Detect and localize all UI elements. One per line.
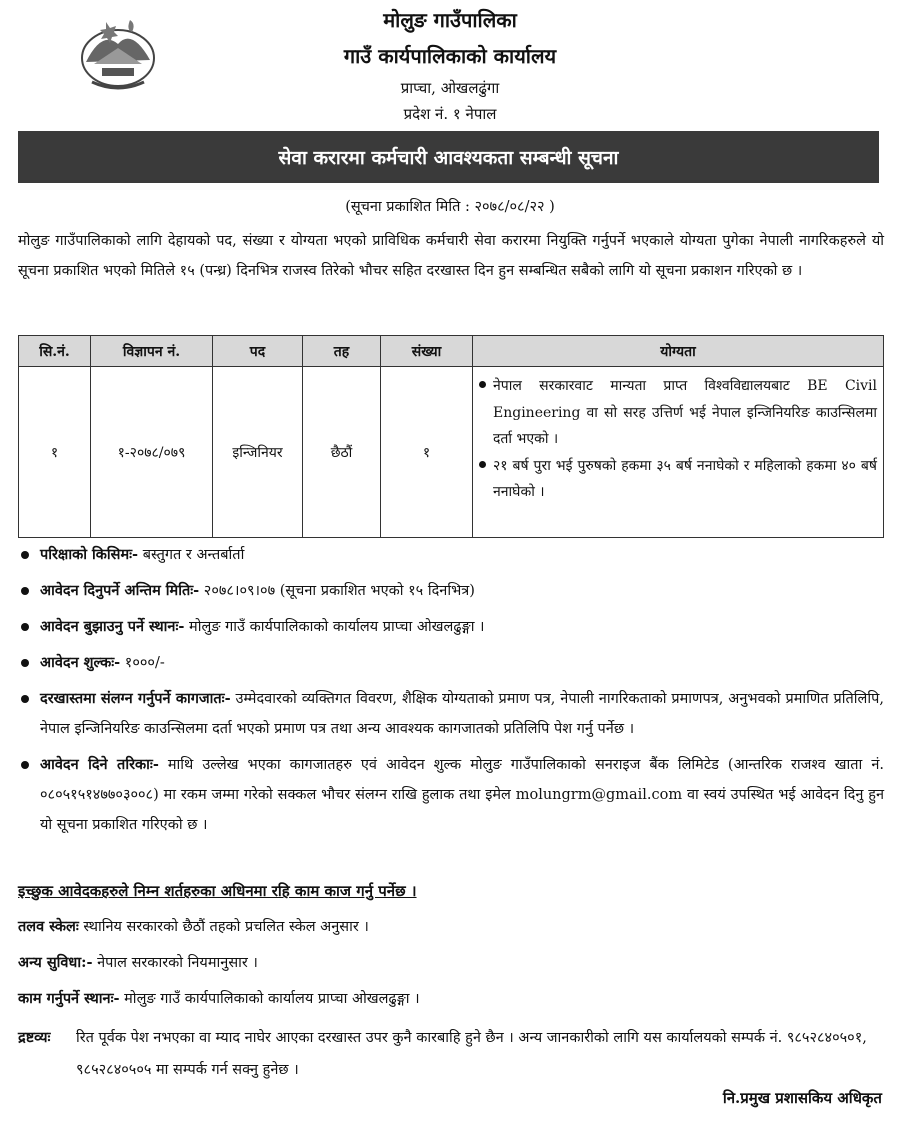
col-header-sn: सि.नं. [19,336,91,367]
notice-title-banner [18,131,879,183]
detail-label: आवेदन दिने तरिकाः- [40,756,159,773]
detail-label: दरखास्तमा संलग्न गर्नुपर्ने कागजातः- [40,690,231,707]
col-header-count: संख्या [381,336,473,367]
notice-title: सेवा करारमा कर्मचारी आवश्यकता सम्बन्धी सूचना [278,147,619,169]
detail-deadline [18,576,884,606]
detail-label: आवेदन दिनुपर्ने अन्तिम मितिः- [40,582,200,599]
detail-label: आवेदन बुझाउनु पर्ने स्थानः- [40,618,185,635]
table-row [19,367,884,538]
detail-documents [18,684,884,744]
bullet-icon [18,576,40,606]
detail-label: आवेदन शुल्कः- [40,654,121,671]
bullet-icon [479,453,493,506]
note-label: द्रष्टव्यः [18,1029,51,1046]
cell-qualification [473,367,884,538]
table-header-row [19,336,884,367]
cell-post: इन्जिनियर [213,367,303,538]
qualification-item [479,453,877,506]
conditions-heading: इच्छुक आवेदकहरुले निम्न शर्तहरुका अधिनमा रहि काम काज गर्नु पर्नेछ । [18,882,417,900]
nepal-government-emblem-icon [72,10,164,96]
detail-exam-type [18,540,884,570]
condition-benefits [18,952,258,972]
note-section [18,1022,884,1086]
office-address: प्राप्चा, ओखलढुंगा [400,79,500,97]
detail-submission-place [18,612,884,642]
condition-salary [18,916,369,936]
qualification-item [479,373,877,453]
condition-value: स्थानिय सरकारको छैठौं तहको प्रचलित स्केल अनुसार । [78,919,369,935]
office-name: गाउँ कार्यपालिकाको कार्यालय [343,44,557,68]
bullet-icon [18,750,40,840]
bullet-icon [18,540,40,570]
detail-value: २०७८।०९।०७ (सूचना प्रकाशित भएको १५ दिनभित्र) [199,583,475,599]
vacancy-table [18,335,884,538]
note-text: रित पूर्वक पेश नभएका वा म्याद नाघेर आएका दरखास्त उपर कुनै कारबाहि हुने छैन । अन्य जानकारीको लागि यस कार्यालयको सम्पर्क नं. ९८५२८४०५०१, ९८५२८४०५०५ मा सम्पर्क गर्न सक्नु हुनेछ । [76,1030,867,1078]
detail-value: मोलुङ गाउँ कार्यपालिकाको कार्यालय प्राप्चा ओखलढुङ्गा । [184,619,485,635]
detail-application-method [18,750,884,840]
qualification-text: नेपाल सरकारवाट मान्यता प्राप्त विश्वविद्यालयबाट BE Civil Engineering वा सो सरह उत्तिर्ण भई नेपाल इन्जिनियरिङ काउन्सिलमा दर्ता भएको । [493,378,877,447]
bullet-icon [18,612,40,642]
condition-label: अन्य सुविधा:- [18,954,93,971]
bullet-icon [18,684,40,744]
province-line: प्रदेश नं. १ नेपाल [403,105,497,123]
col-header-level: तह [303,336,381,367]
detail-value: माथि उल्लेख भएका कागजातहरु एवं आवेदन शुल्क मोलुङ गाउँपालिकाको सनराइज बैंक लिमिटेड (आन्तरिक राजश्व खाता नं. ०८०५१५१४७७०३००८) मा रकम जम्मा गरेको सक्कल भौचर संलग्न राखि हुलाक तथा इमेल molungrm@gmail.com वा स्वयं उपस्थित भई आवेदन दिनु हुन यो सूचना प्रकाशित गरिएको छ । [40,757,884,833]
intro-paragraph: मोलुङ गाउँपालिकाको लागि देहायको पद, संख्या र योग्यता भएको प्राविधिक कर्मचारी सेवा करारमा नियुक्ति गर्नुपर्ने भएकाले योग्यता पुगेका नेपाली नागरिकहरुले यो सूचना प्रकाशित भएको मितिले १५ (पन्ध्र) दिनभित्र राजस्व तिरेको भौचर सहित दरखास्त दिन हुन सम्बन्धित सबैको लागि यो सूचना प्रकाशन गरिएको छ । [18,233,884,279]
cell-sn: १ [19,367,91,538]
detail-value: बस्तुगत र अन्तर्बार्ता [138,547,245,563]
col-header-ad-no: विज्ञापन नं. [91,336,213,367]
publish-date: (सूचना प्रकाशित मिति : २०७८/०८/२२ ) [345,199,555,215]
bullet-icon [18,648,40,678]
cell-count: १ [381,367,473,538]
detail-label: परिक्षाको किसिमः- [40,546,139,563]
cell-ad-no: १-२०७८/०७९ [91,367,213,538]
detail-fee [18,648,884,678]
detail-value: उम्मेदवारको व्यक्तिगत विवरण, शैक्षिक योग्यताको प्रमाण पत्र, नेपाली नागरिकताको प्रमाणपत्र, अनुभवको प्रमाणित प्रतिलिपि, नेपाल इन्जिनियरिङ काउन्सिलमा दर्ता भएको प्रमाण पत्र तथा अन्य आवश्यक कागजातको प्रतिलिपि पेश गर्नु पर्नेछ । [40,691,884,737]
signature-title: नि.प्रमुख प्रशासकिय अधिकृत [722,1089,882,1107]
condition-value: नेपाल सरकारको नियमानुसार । [92,955,258,971]
condition-value: मोलुङ गाउँ कार्यपालिकाको कार्यालय प्राप्चा ओखलढुङ्गा । [119,991,420,1007]
bullet-icon [479,373,493,453]
cell-level: छैठौं [303,367,381,538]
qualification-text: २१ बर्ष पुरा भई पुरुषको हकमा ३५ बर्ष ननाघेको र महिलाको हकमा ४० बर्ष ननाघेको । [493,457,877,500]
detail-value: १०००/- [120,655,165,671]
condition-label: काम गर्नुपर्ने स्थानः- [18,990,120,1007]
col-header-post: पद [213,336,303,367]
details-list [18,540,884,846]
condition-label: तलव स्केलः [18,918,79,935]
condition-workplace [18,988,420,1008]
municipality-name: मोलुङ गाउँपालिका [383,8,517,32]
col-header-qualification: योग्यता [473,336,884,367]
